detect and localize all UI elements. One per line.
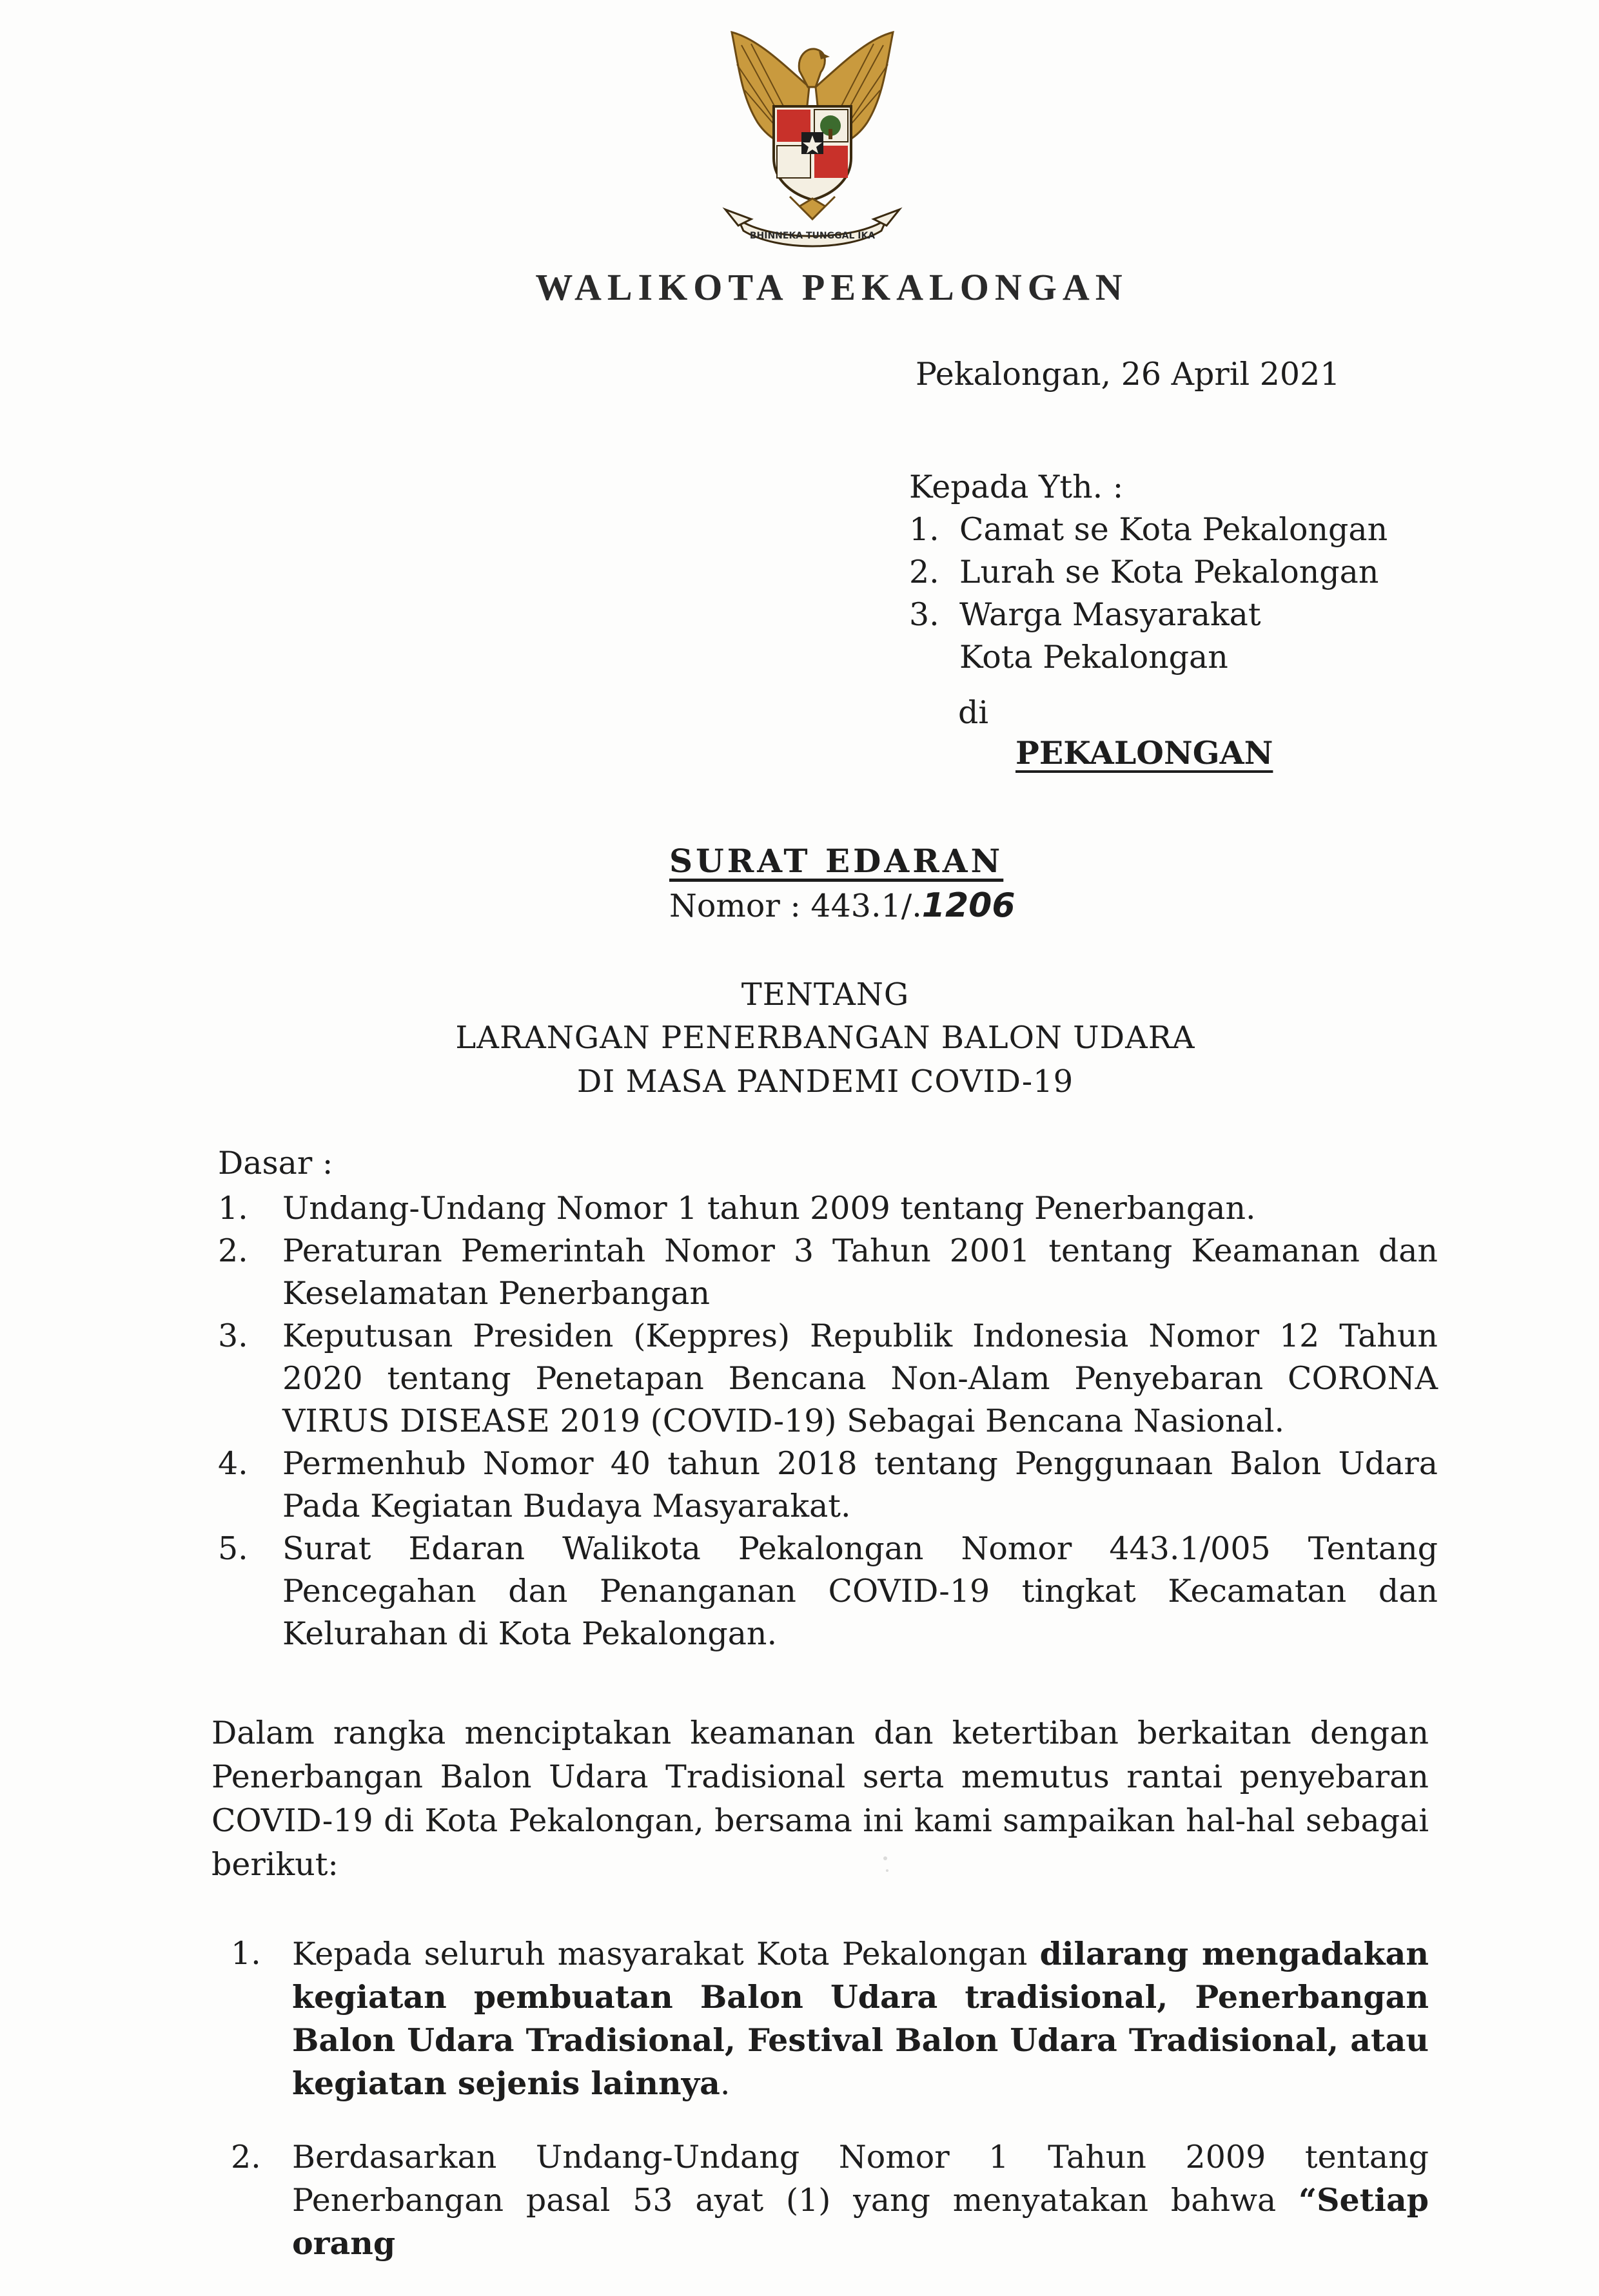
recipient-text: Warga Masyarakat <box>959 596 1261 633</box>
legal-basis-item <box>213 1230 1438 1315</box>
scan-speck <box>883 1856 887 1860</box>
recipient-text: Kota Pekalongan <box>959 639 1228 676</box>
circular-number-prefix: Nomor : 443.1/. <box>669 888 922 924</box>
item-bold-text: dilarang mengadakan kegiatan pembuatan Balon Udara tradisional, Penerbangan Balon Udara Tradisional, Festival Balon Udara Tradisional, atau kegiatan sejenis lainnya <box>292 1935 1429 2102</box>
emblem-motto: BHINNEKA TUNGGAL IKA <box>749 231 876 241</box>
recipient-destination: PEKALONGAN <box>1015 734 1273 772</box>
subject-line-2: DI MASA PANDEMI COVID-19 <box>576 1064 1074 1100</box>
about-label: TENTANG <box>741 977 910 1013</box>
item-plain-text: Kepada seluruh masyarakat Kota Pekalongan <box>292 1936 1040 1972</box>
recipient-item <box>909 636 1388 679</box>
item-number: 4. <box>218 1445 248 1482</box>
item-number: 2. <box>231 2139 261 2175</box>
recipient-text: Camat se Kota Pekalongan <box>959 511 1388 548</box>
item-text: Permenhub Nomor 40 tahun 2018 tentang Penggunaan Balon Udara Pada Kegiatan Budaya Masyarakat. <box>282 1445 1438 1524</box>
recipient-number: 1. <box>909 511 939 548</box>
legal-basis-item <box>213 1315 1438 1443</box>
circular-title: SURAT EDARAN <box>669 842 1004 880</box>
item-tail-text: . <box>720 2065 731 2102</box>
item-number: 1. <box>231 1935 261 1972</box>
recipient-item <box>909 509 1388 551</box>
instruction-item <box>226 1932 1429 2105</box>
item-text: Keputusan Presiden (Keppres) Republik Indonesia Nomor 12 Tahun 2020 tentang Penetapan Bencana Non-Alam Penyebaran CORONA VIRUS DISEASE 2019 (COVID-19) Sebagai Bencana Nasional. <box>282 1318 1438 1439</box>
letterhead-title: WALIKOTA PEKALONGAN <box>535 266 1128 308</box>
instruction-item <box>226 2136 1429 2265</box>
item-number: 2. <box>218 1232 248 1269</box>
intro-paragraph: Dalam rangka menciptakan keamanan dan ketertiban berkaitan dengan Penerbangan Balon Udara Tradisional serta memutus rantai penyebaran COVID-19 di Kota Pekalongan, bersama ini kami sampaikan hal-hal sebagai berikut: <box>211 1715 1429 1883</box>
recipient-text: Lurah se Kota Pekalongan <box>959 554 1379 590</box>
legal-basis-item <box>213 1443 1438 1528</box>
legal-basis-list <box>213 1187 1438 1655</box>
circular-number-handwritten: 1206 <box>921 886 1015 925</box>
recipient-di: di <box>958 694 989 731</box>
recipient-number <box>909 636 959 679</box>
recipient-item <box>909 551 1388 594</box>
subject-line-1: LARANGAN PENERBANGAN BALON UDARA <box>455 1020 1195 1056</box>
legal-basis-item <box>213 1187 1438 1230</box>
item-plain-text: Berdasarkan Undang-Undang Nomor 1 Tahun 2009 tentang Penerbangan pasal 53 ayat (1) yang menyatakan bahwa <box>292 2139 1429 2219</box>
circular-number <box>669 884 1015 928</box>
date-line: Pekalongan, 26 April 2021 <box>916 356 1340 393</box>
recipient-number: 2. <box>909 554 939 590</box>
scan-speck <box>886 1869 888 1872</box>
item-text <box>292 1932 1429 2105</box>
recipients-block <box>909 466 1388 679</box>
legal-basis-label: Dasar : <box>218 1145 333 1182</box>
item-bold-text: “Setiap orang <box>292 2181 1429 2262</box>
item-text: Undang-Undang Nomor 1 tahun 2009 tentang Penerbangan. <box>282 1190 1256 1227</box>
recipient-number: 3. <box>909 596 939 633</box>
item-number: 5. <box>218 1530 248 1567</box>
item-text: Surat Edaran Walikota Pekalongan Nomor 443.1/005 Tentang Pencegahan dan Penanganan COVID-19 tingkat Kecamatan dan Kelurahan di Kota Pekalongan. <box>282 1530 1438 1652</box>
item-number: 3. <box>218 1318 248 1354</box>
recipients-label: Kepada Yth. : <box>909 469 1124 505</box>
item-text <box>292 2136 1429 2265</box>
instruction-list <box>226 1932 1429 2296</box>
item-number: 1. <box>218 1190 248 1227</box>
recipient-item <box>909 594 1388 636</box>
item-text: Peraturan Pemerintah Nomor 3 Tahun 2001 tentang Keamanan dan Keselamatan Penerbangan <box>282 1232 1438 1312</box>
garuda-emblem-icon <box>712 26 912 248</box>
legal-basis-item <box>213 1528 1438 1655</box>
